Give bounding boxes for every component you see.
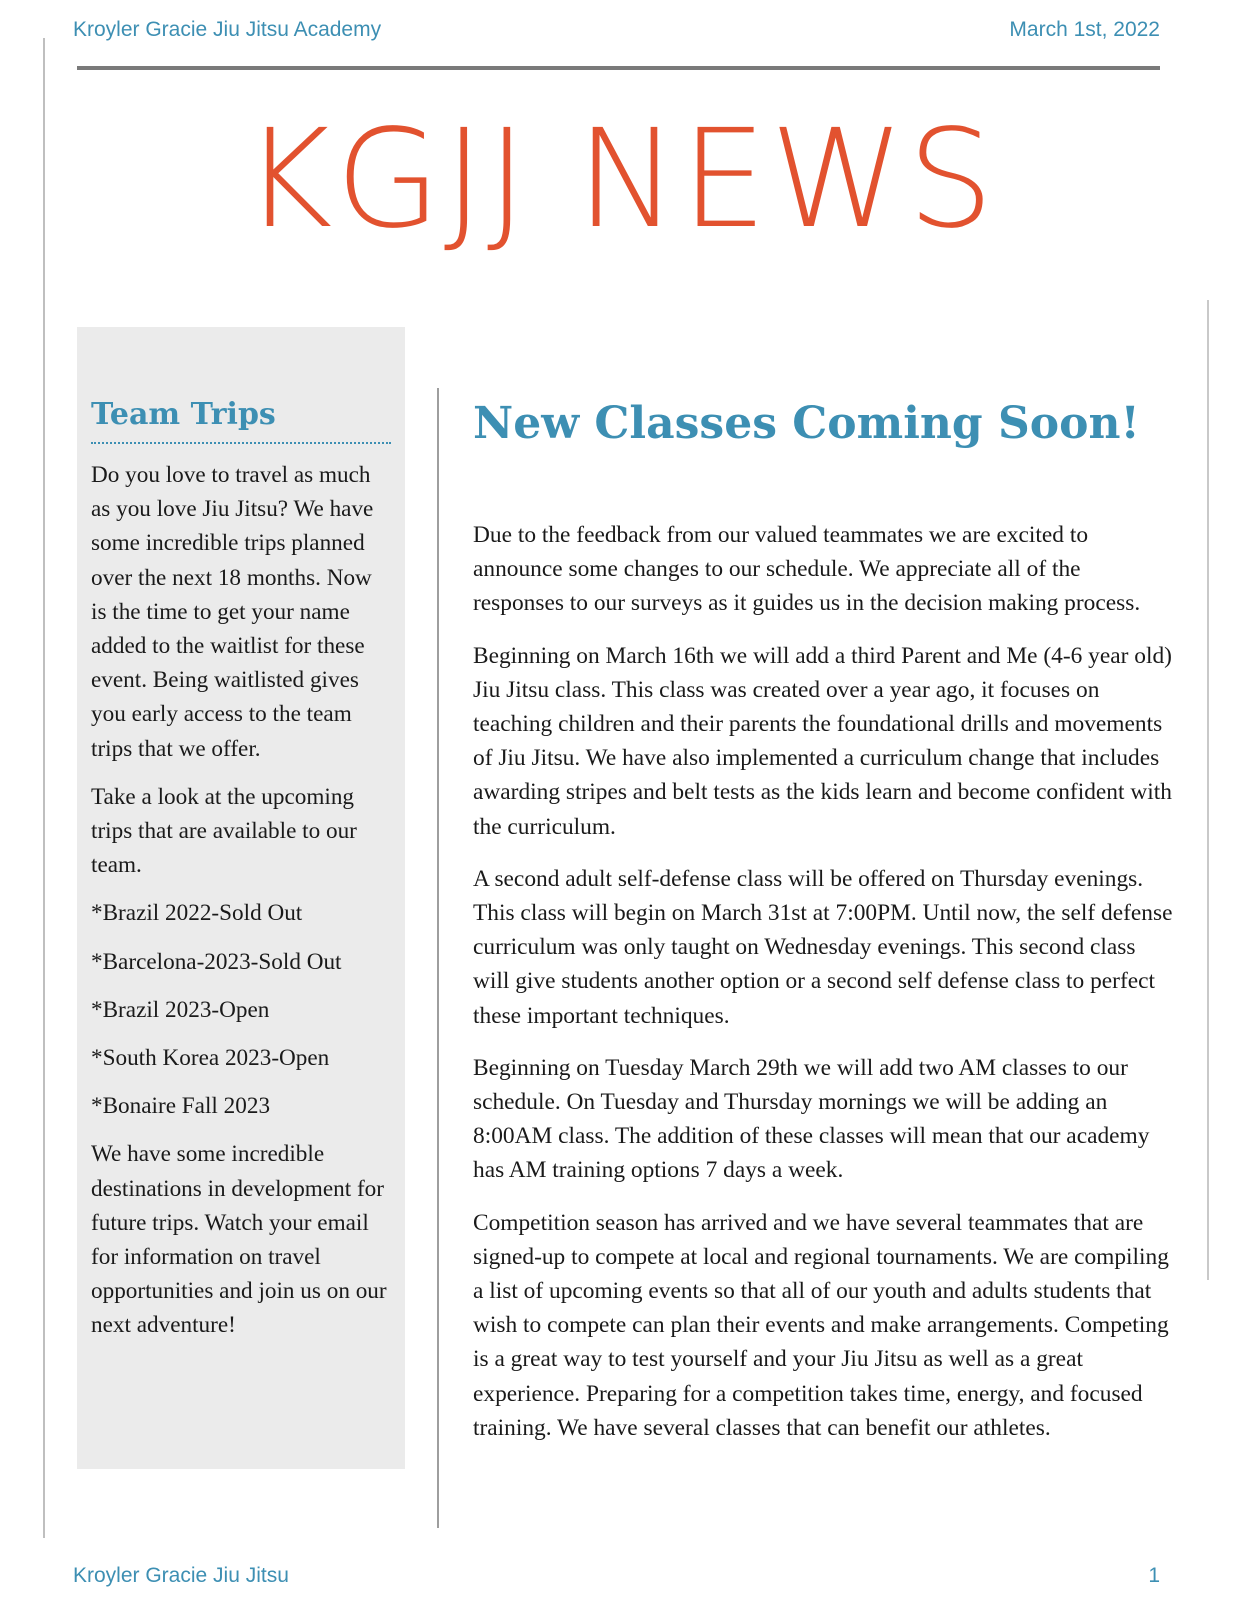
trip-item: *South Korea 2023-Open <box>91 1045 330 1072</box>
article-paragraph: Competition season has arrived and we have several teammates that are signed-up to compete at local and regional tournaments. We are compiling a list of upcoming events so that all of our youth and adults students that wish to compete can plan their events and make arrangements. Competing is a great way to test yourself and your Jiu Jitsu as well as a great experience. Preparing for a competition takes time, energy, and focused training. We have several classes that can benefit our athletes. <box>473 1209 1169 1441</box>
page-number: 1 <box>1148 1564 1160 1587</box>
article-paragraph: Beginning on March 16th we will add a third Parent and Me (4-6 year old) Jiu Jitsu class. This class was created over a year ago, it focuses on teaching children and their parents the foundational drills and movements of Jiu Jitsu. We have also implemented a curriculum change that includes awarding stripes and belt tests as the kids learn and become confident with the curriculum. <box>473 642 1172 840</box>
column-divider <box>437 388 439 1528</box>
article-paragraph: Due to the feedback from our valued teammates we are excited to announce some changes to our schedule. We appreciate all of the responses to our surveys as it guides us in the decision making process. <box>473 522 1141 617</box>
header-date: March 1st, 2022 <box>1009 18 1160 41</box>
page-edge-right <box>1207 300 1209 1280</box>
header-divider <box>77 66 1160 70</box>
sidebar-team-trips <box>77 327 405 1469</box>
header-org: Kroyler Gracie Jiu Jitsu Academy <box>73 18 382 41</box>
sidebar-intro: Do you love to travel as much as you love Jiu Jitsu? We have some incredible trips planned over the next 18 months. Now is the time to get your name added to the waitlist for these event. Being waitlisted gives you early access to the team trips that we offer. <box>91 462 374 762</box>
article-paragraph: A second adult self-defense class will be offered on Thursday evenings. This class will begin on March 31st at 7:00PM. Until now, the self defense curriculum was only taught on Wednesday evenings. This second class will give students another option or a second self defense class to perfect these important techniques. <box>473 865 1173 1029</box>
trip-item: *Brazil 2022-Sold Out <box>91 900 303 927</box>
trip-item: *Bonaire Fall 2023 <box>91 1093 271 1120</box>
sidebar-closing: We have some incredible destinations in development for future trips. Watch your email for information on travel opportunities and join us on our next adventure! <box>91 1141 387 1339</box>
trip-item: *Brazil 2023-Open <box>91 996 270 1023</box>
trip-item: *Barcelona-2023-Sold Out <box>91 948 342 975</box>
sidebar-title: Team Trips <box>91 397 391 444</box>
page-footer <box>73 1564 1160 1594</box>
sidebar-prompt: Take a look at the upcoming trips that are available to our team. <box>91 783 357 879</box>
masthead-title: KGJJ NEWS <box>243 101 997 259</box>
footer-org: Kroyler Gracie Jiu Jitsu <box>73 1564 289 1587</box>
article-title: New Classes Coming Soon! <box>473 398 1140 449</box>
main-article <box>473 395 1173 1463</box>
page-edge-left <box>43 38 45 1538</box>
article-paragraph: Beginning on Tuesday March 29th we will add two AM classes to our schedule. On Tuesday and Thursday mornings we will be adding an 8:00AM class. The addition of these classes will mean that our academy has AM training options 7 days a week. <box>473 1054 1150 1184</box>
page-header <box>73 18 1160 48</box>
